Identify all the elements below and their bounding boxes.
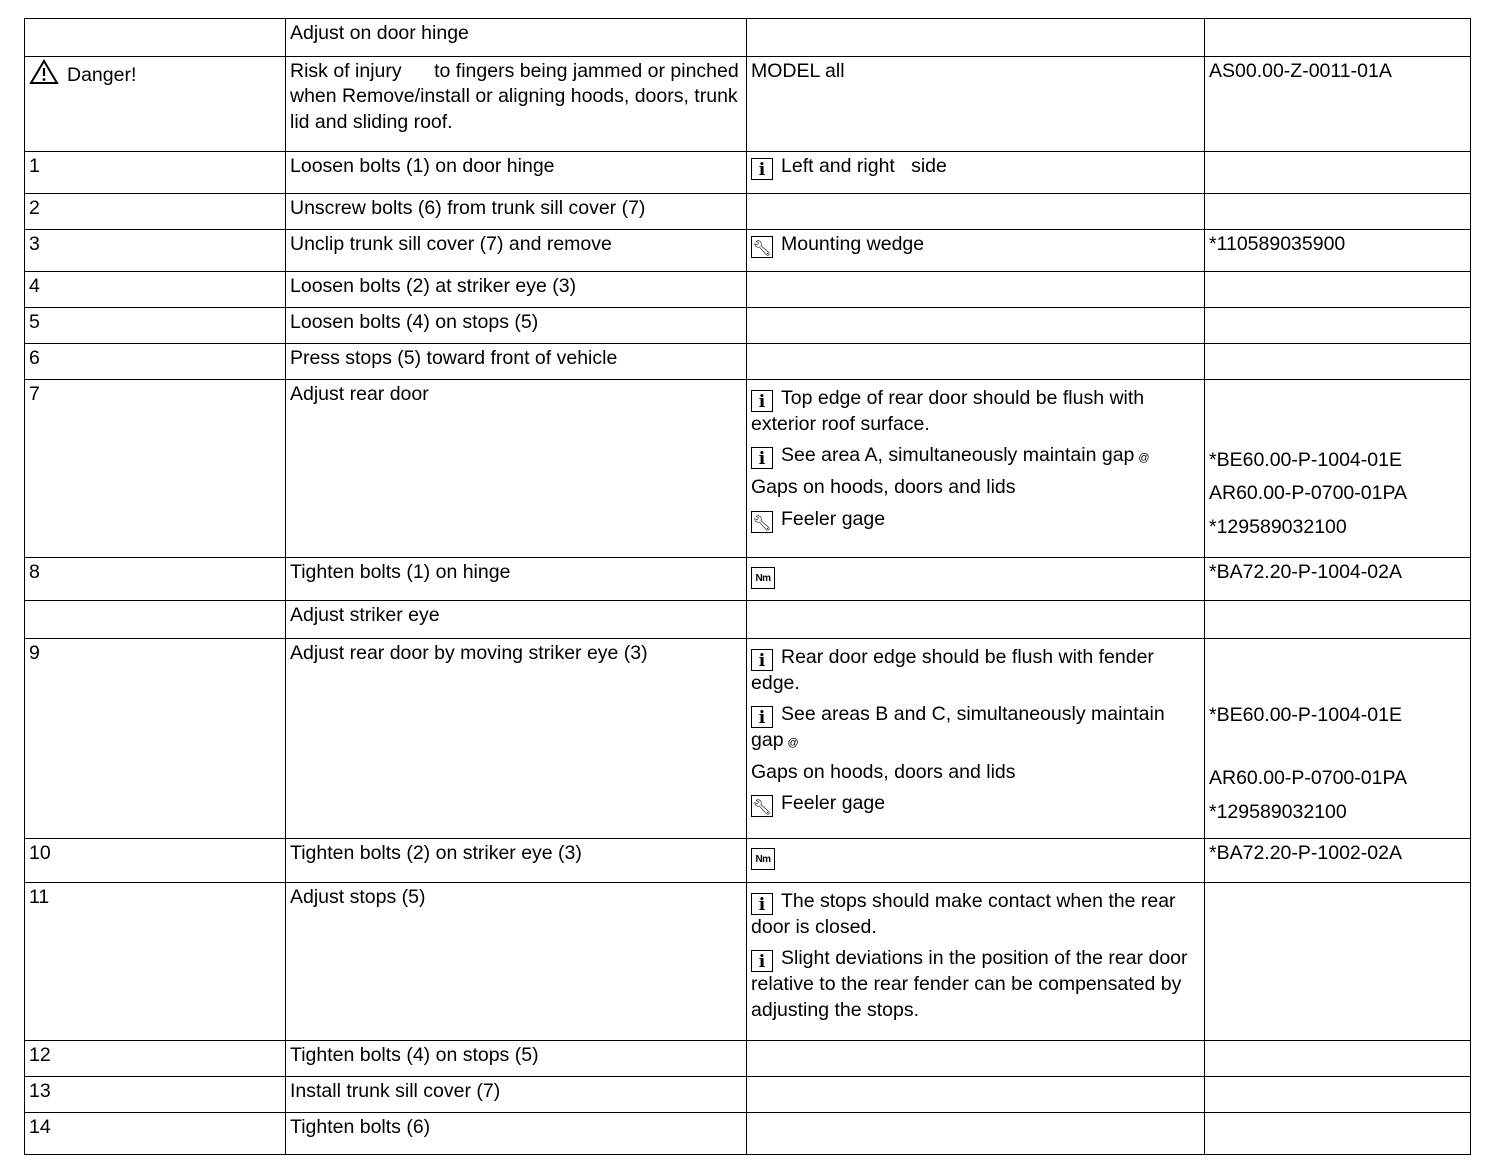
note-text: The stops should make contact when the rear door is closed.	[751, 890, 1176, 938]
note-cell	[747, 194, 1205, 230]
note-cell	[747, 1077, 1205, 1113]
reference-link[interactable]: *BE60.00-P-1004-01E	[1209, 449, 1402, 471]
info-icon: i	[751, 447, 773, 469]
operation-text: Loosen bolts (2) at striker eye (3)	[286, 272, 747, 308]
table-row	[25, 152, 1471, 194]
step-number: 14	[25, 1113, 286, 1155]
note-text: Rear door edge should be flush with fender edge.	[751, 646, 1154, 694]
tool-icon: 🔧︎	[751, 795, 773, 817]
reference-link[interactable]: *129589032100	[1209, 800, 1347, 823]
table-row	[25, 839, 1471, 883]
step-number: 7	[25, 380, 286, 558]
reference-link[interactable]: *110589035900	[1205, 230, 1471, 272]
tool-icon: 🔧︎	[751, 236, 773, 258]
table-row	[25, 1113, 1471, 1155]
reference-link[interactable]: *BE60.00-P-1004-01E	[1209, 704, 1402, 726]
reference-cell	[1205, 380, 1471, 558]
gap-symbol: @	[1138, 452, 1150, 465]
info-icon: i	[751, 158, 773, 180]
danger-cell	[25, 57, 286, 152]
reference-link[interactable]: AR60.00-P-0700-01PA	[1209, 482, 1408, 505]
reference-cell	[1205, 601, 1471, 639]
table-row	[25, 601, 1471, 639]
table-row	[25, 57, 1471, 152]
table-row	[25, 19, 1471, 57]
note-cell	[747, 152, 1205, 194]
step-number: 13	[25, 1077, 286, 1113]
note-cell: MODEL all	[747, 57, 1205, 152]
info-icon: i	[751, 390, 773, 412]
note-text: Gaps on hoods, doors and lids	[751, 476, 1016, 499]
step-number: 1	[25, 152, 286, 194]
info-icon: i	[751, 950, 773, 972]
operation-text: Unclip trunk sill cover (7) and remove	[286, 230, 747, 272]
gap-symbol: @	[787, 737, 799, 750]
note-cell	[747, 230, 1205, 272]
operation-text: Adjust on door hinge	[286, 19, 747, 57]
step-number: 9	[25, 639, 286, 839]
step-number: 5	[25, 308, 286, 344]
step-number: 6	[25, 344, 286, 380]
table-row	[25, 272, 1471, 308]
step-number: 12	[25, 1041, 286, 1077]
operation-text: Adjust rear door by moving striker eye (3)	[286, 639, 747, 839]
step-number: 8	[25, 558, 286, 601]
note-cell	[747, 344, 1205, 380]
reference-link[interactable]: AS00.00-Z-0011-01A	[1205, 57, 1471, 152]
note-cell	[747, 380, 1205, 558]
reference-cell	[1205, 1113, 1471, 1155]
reference-link[interactable]: AR60.00-P-0700-01PA	[1209, 767, 1408, 790]
tool-icon: 🔧︎	[751, 511, 773, 533]
table-row	[25, 380, 1471, 558]
note-text: Slight deviations in the position of the rear door relative to the rear fender can be compensated by adjusting the stops.	[751, 947, 1188, 1021]
operation-text: Risk of injury to fingers being jammed or pinched when Remove/install or aligning hoods, doors, trunk lid and sliding roof.	[286, 57, 747, 152]
reference-link[interactable]: *BA72.20-P-1004-02A	[1205, 558, 1471, 601]
table-row	[25, 194, 1471, 230]
note-text: Top edge of rear door should be flush with exterior roof surface.	[751, 387, 1145, 435]
torque-icon: Nm	[751, 848, 775, 870]
table-row	[25, 639, 1471, 839]
operation-text: Adjust rear door	[286, 380, 747, 558]
table-row	[25, 883, 1471, 1041]
reference-cell	[1205, 272, 1471, 308]
torque-icon: Nm	[751, 567, 775, 589]
note-text: Feeler gage	[781, 792, 886, 815]
warning-icon	[29, 59, 59, 85]
operation-text: Loosen bolts (4) on stops (5)	[286, 308, 747, 344]
procedure-table	[24, 18, 1471, 1155]
operation-text: Tighten bolts (2) on striker eye (3)	[286, 839, 747, 883]
note-cell	[747, 272, 1205, 308]
reference-cell	[1205, 308, 1471, 344]
reference-cell	[1205, 19, 1471, 57]
info-icon: i	[751, 893, 773, 915]
reference-cell	[1205, 194, 1471, 230]
table-row	[25, 1077, 1471, 1113]
operation-text: Press stops (5) toward front of vehicle	[286, 344, 747, 380]
note-cell	[747, 1041, 1205, 1077]
reference-link[interactable]: *BA72.20-P-1002-02A	[1205, 839, 1471, 883]
info-icon: i	[751, 706, 773, 728]
step-number: 11	[25, 883, 286, 1041]
step-number	[25, 601, 286, 639]
table-row	[25, 558, 1471, 601]
note-text: See area A, simultaneously maintain gap	[781, 444, 1135, 467]
note-cell	[747, 839, 1205, 883]
info-icon: i	[751, 649, 773, 671]
operation-text: Unscrew bolts (6) from trunk sill cover (7)	[286, 194, 747, 230]
operation-text: Adjust striker eye	[286, 601, 747, 639]
note-cell	[747, 639, 1205, 839]
note-cell	[747, 558, 1205, 601]
note-text: Gaps on hoods, doors and lids	[751, 760, 1016, 783]
note-cell	[747, 1113, 1205, 1155]
note-text: Feeler gage	[781, 507, 886, 530]
note-cell	[747, 883, 1205, 1041]
reference-cell	[1205, 883, 1471, 1041]
step-number: 3	[25, 230, 286, 272]
note-text: Left and right side	[781, 155, 947, 177]
operation-text: Tighten bolts (1) on hinge	[286, 558, 747, 601]
step-number: 10	[25, 839, 286, 883]
note-cell	[747, 19, 1205, 57]
table-row	[25, 1041, 1471, 1077]
reference-link[interactable]: *129589032100	[1209, 515, 1347, 538]
reference-cell	[1205, 1041, 1471, 1077]
reference-cell	[1205, 1077, 1471, 1113]
note-cell	[747, 601, 1205, 639]
note-cell	[747, 308, 1205, 344]
table-row	[25, 308, 1471, 344]
reference-cell	[1205, 639, 1471, 839]
step-number: 2	[25, 194, 286, 230]
operation-text: Tighten bolts (6)	[286, 1113, 747, 1155]
step-number: 4	[25, 272, 286, 308]
operation-text: Install trunk sill cover (7)	[286, 1077, 747, 1113]
note-text: See areas B and C, simultaneously maintain gap	[751, 703, 1165, 752]
step-number	[25, 19, 286, 57]
danger-label: Danger!	[67, 64, 137, 86]
reference-cell	[1205, 152, 1471, 194]
table-row	[25, 344, 1471, 380]
note-text: Mounting wedge	[781, 233, 925, 255]
reference-cell	[1205, 344, 1471, 380]
operation-text: Adjust stops (5)	[286, 883, 747, 1041]
operation-text: Tighten bolts (4) on stops (5)	[286, 1041, 747, 1077]
operation-text: Loosen bolts (1) on door hinge	[286, 152, 747, 194]
table-row	[25, 230, 1471, 272]
